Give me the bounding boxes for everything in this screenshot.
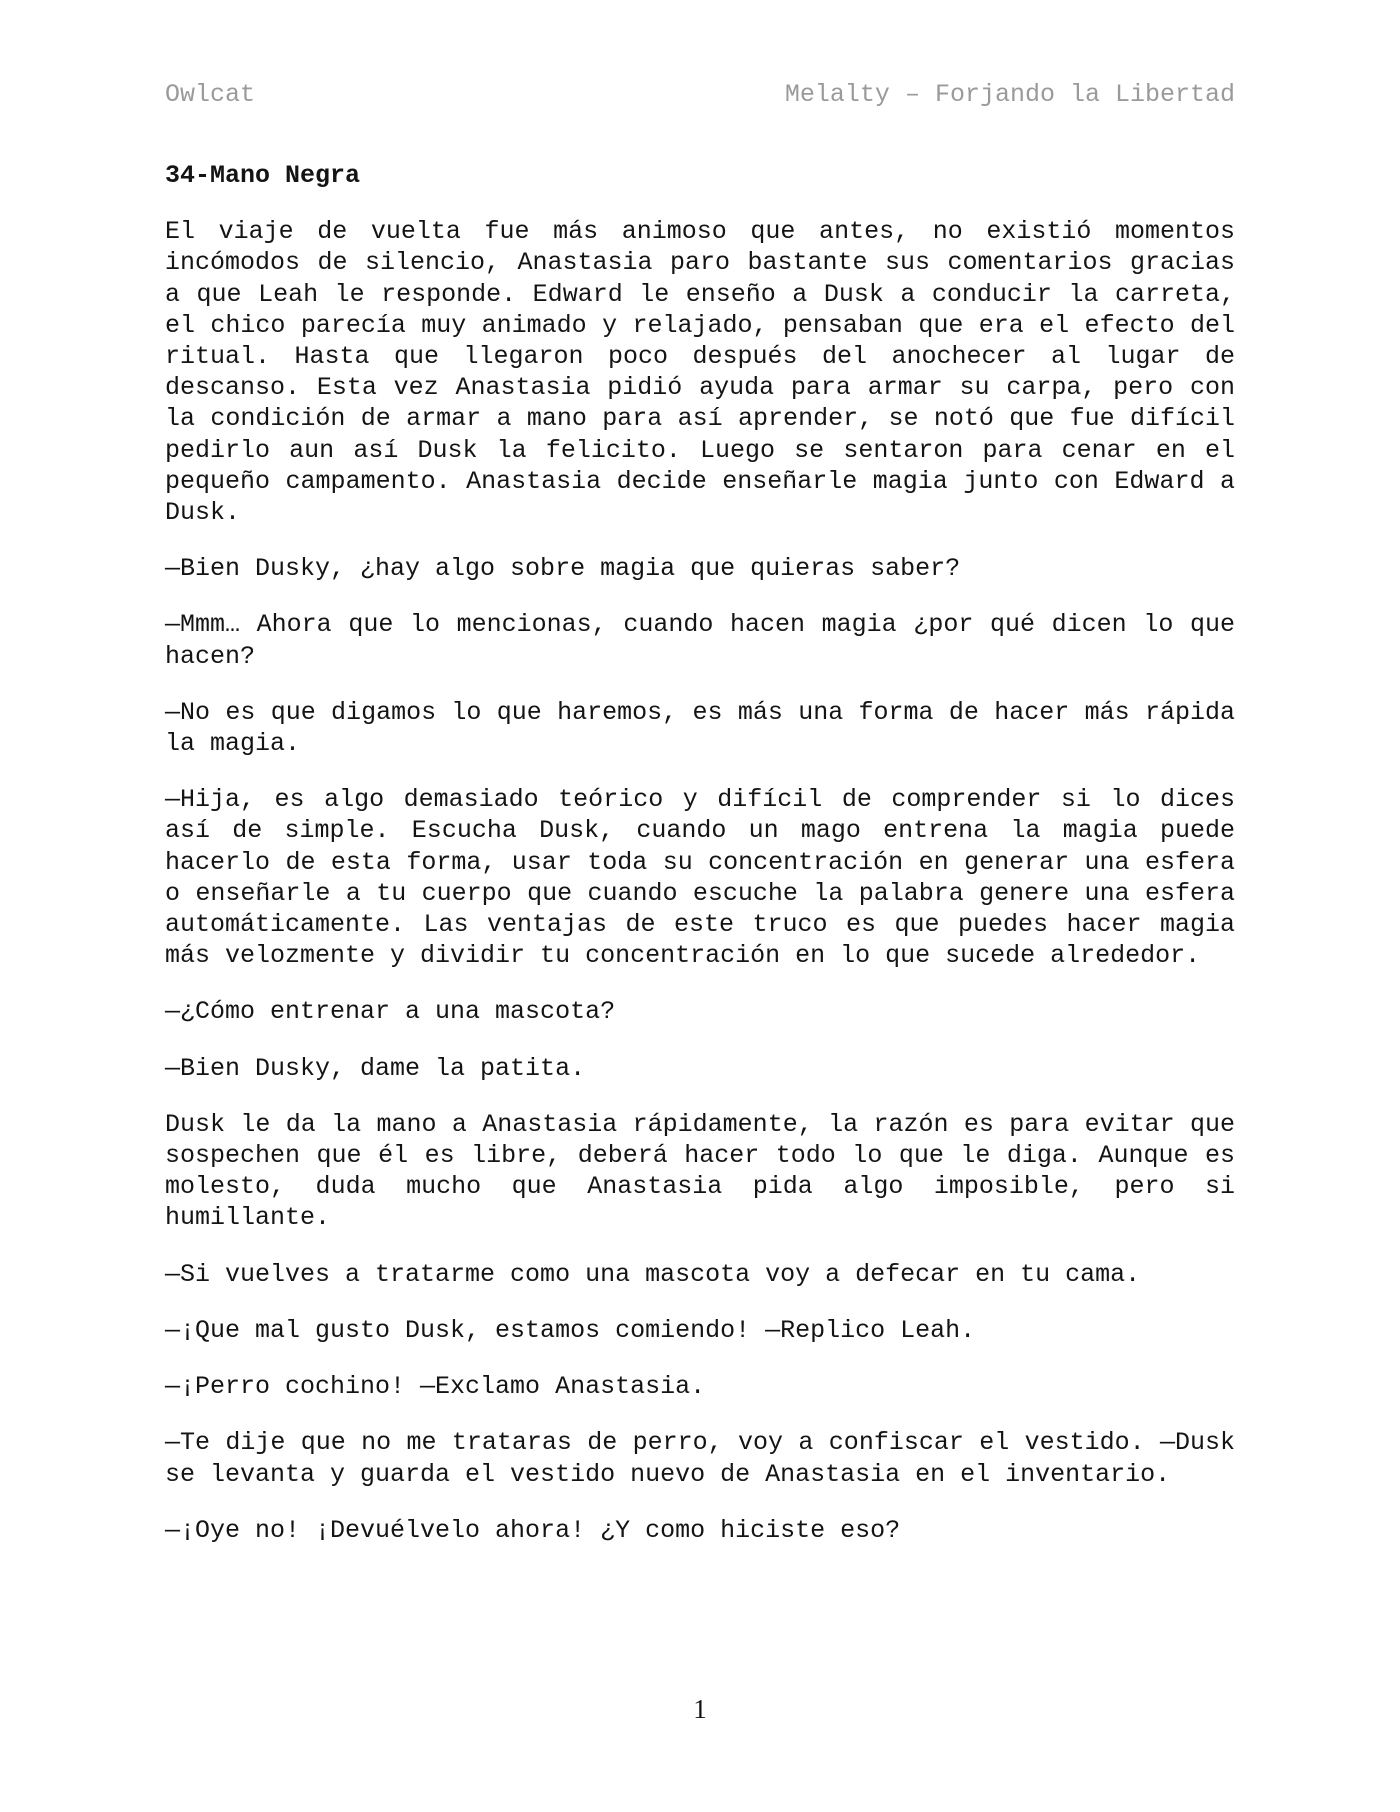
paragraph: Dusk le da la mano a Anastasia rápidamente, la razón es para evitar que sospechen que él es libre, deberá hacer todo lo que le diga. Aunque es molesto, duda mucho que Anastasia pida algo imposible, pero si humillante. — [165, 1109, 1235, 1233]
paragraph: —Mmm… Ahora que lo mencionas, cuando hacen magia ¿por qué dicen lo que hacen? — [165, 610, 1235, 671]
paragraph: —Te dije que no me trataras de perro, voy a confiscar el vestido. —Dusk se levanta y guarda el vestido nuevo de Anastasia en el inventario. — [165, 1428, 1235, 1489]
paragraph: —¡Perro cochino! —Exclamo Anastasia. — [165, 1372, 706, 1402]
paragraph: —Si vuelves a tratarme como una mascota voy a defecar en tu cama. — [165, 1259, 1141, 1289]
paragraph: —Bien Dusky, dame la patita. — [165, 1053, 586, 1083]
paragraph: —Hija, es algo demasiado teórico y difícil de comprender si lo dices así de simple. Escucha Dusk, cuando un mago entrena la magia puede hacerlo de esta forma, usar toda su concentración en generar una esfera o enseñarle a tu cuerpo que cuando escuche la palabra genere una esfera automáticamente. Las ventajas de este truco es que puedes hacer magia más velozmente y dividir tu concentración en lo que sucede alrededor. — [165, 785, 1235, 971]
paragraph: —Bien Dusky, ¿hay algo sobre magia que quieras saber? — [165, 554, 961, 584]
paragraph: —¡Que mal gusto Dusk, estamos comiendo! —Replico Leah. — [165, 1315, 976, 1345]
chapter-title: 34-Mano Negra — [165, 161, 361, 190]
paragraph: —No es que digamos lo que haremos, es más una forma de hacer más rápida la magia. — [165, 697, 1235, 759]
paragraph: —¡Oye no! ¡Devuélvelo ahora! ¿Y como hiciste eso? — [165, 1515, 901, 1545]
header-author: Owlcat — [165, 80, 256, 109]
paragraph: El viaje de vuelta fue más animoso que antes, no existió momentos incómodos de silencio, Anastasia paro bastante sus comentarios gracias a que Leah le responde. Edward le enseño a Dusk a conducir la carreta, el chico parecía muy animado y relajado, pensaban que era el efecto del ritual. Hasta que llegaron poco después del anochecer al lugar de descanso. Esta vez Anastasia pidió ayuda para armar su carpa, pero con la condición de armar a mano para así aprender, se notó que fue difícil pedirlo aun así Dusk la felicito. Luego se sentaron para cenar en el pequeño campamento. Anastasia decide enseñarle magia junto con Edward a Dusk. — [165, 217, 1235, 528]
running-header — [165, 80, 1235, 116]
page-number: 1 — [693, 1694, 707, 1724]
header-book-title: Melalty – Forjando la Libertad — [784, 80, 1235, 109]
paragraph: —¿Cómo entrenar a una mascota? — [165, 997, 616, 1027]
page-content — [165, 160, 1235, 1546]
